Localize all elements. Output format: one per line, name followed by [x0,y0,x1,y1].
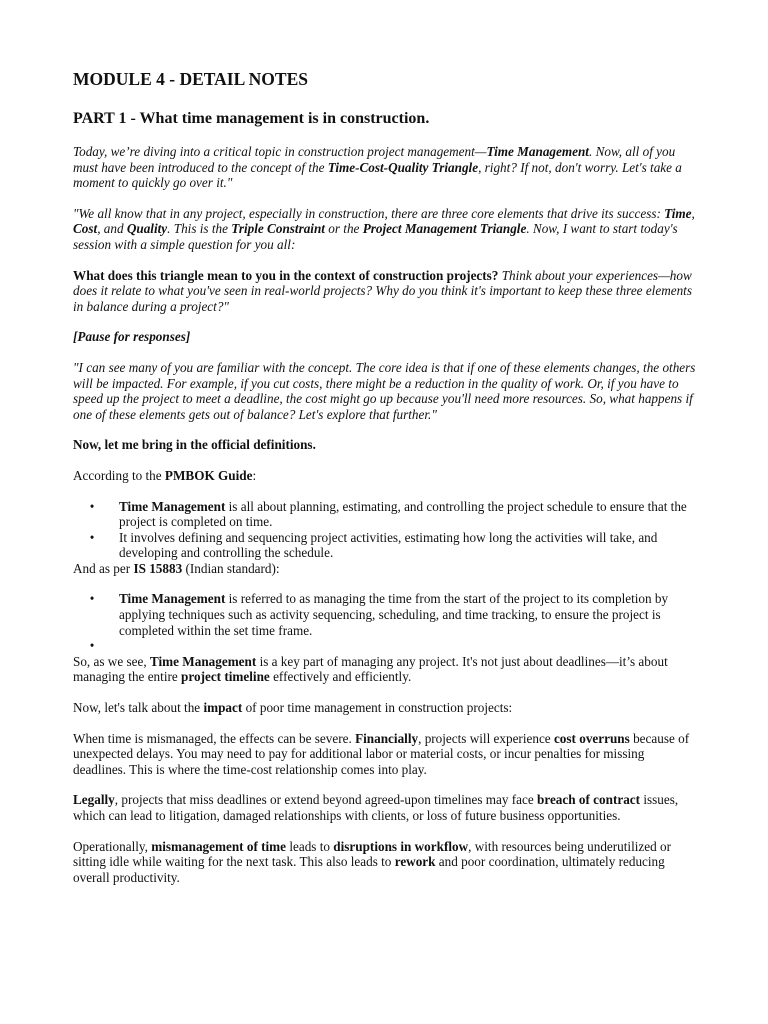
list-item-empty [73,638,698,654]
bullet-icon: • [89,498,95,514]
bullet-icon: • [89,591,95,607]
summary-paragraph: So, as we see, Time Management is a key part of managing any project. It's not just about deadlines—it’s about managing the entire project timeline effectively and efficiently. [73,653,668,685]
is-list [73,591,698,653]
module-title: MODULE 4 - DETAIL NOTES [73,69,308,89]
pmbok-list [73,499,698,561]
list-item: • Time Management is all about planning, estimating, and controlling the project schedule to ensure that the project is completed on time. [73,499,698,530]
part1-heading: PART 1 - What time management is in construction. [73,110,430,127]
is-intro: And as per IS 15883 (Indian standard): [73,560,280,576]
bullet-icon: • [89,529,95,545]
pause-note: [Pause for responses] [73,329,191,345]
list-item: • Time Management is referred to as managing the time from the start of the project to its completion by applying techniques such as activity sequencing, scheduling, and time tracking, to ensure the project is completed within the set time frame. [73,591,698,638]
official-definitions-heading: Now, let me bring in the official definitions. [73,437,316,453]
pmbok-intro: According to the PMBOK Guide: [73,467,257,483]
impact-intro: Now, let's talk about the impact of poor time management in construction projects: [73,700,513,716]
list-item: • It involves defining and sequencing project activities, estimating how long the activities will take, and developing and controlling the schedule. [73,530,698,561]
financial-paragraph: When time is mismanaged, the effects can be severe. Financially, projects will experience cost overruns because of unexpected delays. You may need to pay for additional labor or material costs, or incur penalties for missing deadlines. This is where the time-cost relationship comes into play. [73,730,690,777]
operational-paragraph: Operationally, mismanagement of time leads to disruptions in workflow, with resources being underutilized or sitting idle while waiting for the next task. This also leads to rework and poor coordination, ultimately reducing overall productivity. [73,838,672,885]
concept-paragraph: "I can see many of you are familiar with the concept. The core idea is that if one of these elements changes, the others will be impacted. For example, if you cut costs, there might be a reduction in the quality of work. Or, if you have to speed up the project to meet a deadline, the cost might go up because you'll need more resources. So, what happens if one of these elements gets out of balance? Let's explore that further." [73,359,696,422]
legal-paragraph: Legally, projects that miss deadlines or extend beyond agreed-upon timelines may face breach of contract issues, which can lead to litigation, damaged relationships with clients, or loss of future business opportunities. [73,792,679,823]
triple-constraint-paragraph: "We all know that in any project, especially in construction, there are three core elements that drive its success: Time, Cost, and Quality. This is the Triple Constraint or the Project Management Triangle. Now, I want to start today's session with a simple question for you all: [73,205,695,252]
bullet-icon: • [89,638,95,654]
intro-paragraph: Today, we’re diving into a critical topic in construction project management—Time Management. Now, all of you must have been introduced to the concept of the Time-Cost-Quality Triangle, right? If not, don't worry. Let's take a moment to quickly go over it." [73,144,682,191]
question-paragraph: What does this triangle mean to you in the context of construction projects? Think about your experiences—how does it relate to what you've seen in real-world projects? Why do you think it's important to keep these three elements in balance during a project?" [73,267,692,314]
